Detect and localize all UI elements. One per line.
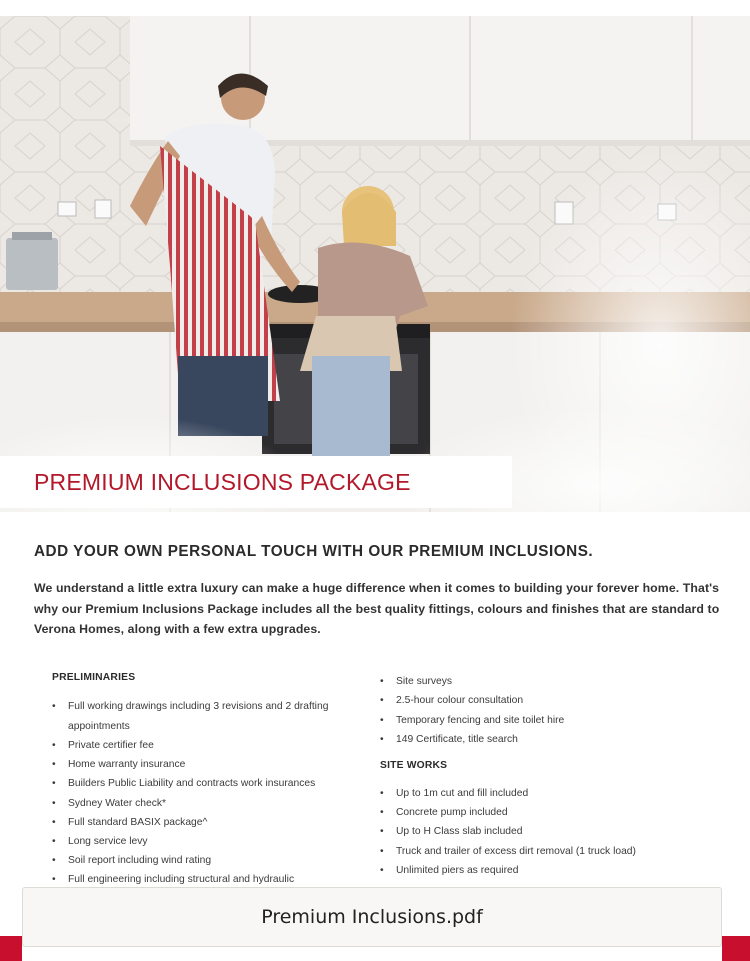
- list-item: • Full engineering including structural and hydraulic: [52, 870, 362, 889]
- list-item: • Home warranty insurance: [52, 755, 362, 774]
- list-item: • Builders Public Liability and contracts work insurances: [52, 774, 362, 793]
- list-item: • Temporary fencing and site toilet hire: [380, 711, 725, 730]
- hero-photo-kitchen: [0, 16, 750, 512]
- list-item: • Sydney Water check*: [52, 794, 362, 813]
- list-item: • Soil report including wind rating: [52, 851, 362, 870]
- section-headline: ADD YOUR OWN PERSONAL TOUCH WITH OUR PREMIUM INCLUSIONS.: [34, 543, 594, 560]
- list-item: • Site surveys: [380, 672, 725, 691]
- site-works-heading: SITE WORKS: [380, 759, 448, 771]
- title-band: [0, 456, 512, 508]
- list-item: • 2.5-hour colour consultation: [380, 691, 725, 710]
- kitchen-illustration: [0, 16, 750, 512]
- site-works-list: [380, 784, 725, 881]
- list-item: • Concrete pump included: [380, 803, 725, 822]
- list-item: • Full standard BASIX package^: [52, 813, 362, 832]
- preliminaries-column: [52, 672, 362, 890]
- preliminaries-heading: PRELIMINARIES: [52, 672, 136, 683]
- file-name-bar[interactable]: [22, 887, 722, 947]
- list-item: • 149 Certificate, title search: [380, 730, 725, 749]
- preliminaries-list: [52, 697, 362, 890]
- intro-paragraph: We understand a little extra luxury can make a huge difference when it comes to building your forever home. That's why our Premium Inclusions Package includes all the best quality fittings, colours and finishes that are standard to Verona Homes, along with a few extra upgrades.: [34, 581, 720, 636]
- list-item: • Unlimited piers as required: [380, 861, 725, 880]
- site-column: [380, 672, 725, 881]
- list-item: • Full working drawings including 3 revisions and 2 drafting appointments: [52, 697, 362, 736]
- list-item: • Private certifier fee: [52, 736, 362, 755]
- preliminaries-continued-list: [380, 672, 725, 750]
- page-title: PREMIUM INCLUSIONS PACKAGE: [34, 469, 411, 495]
- list-item: • Up to H Class slab included: [380, 822, 725, 841]
- file-name[interactable]: Premium Inclusions.pdf: [261, 906, 483, 928]
- list-item: • Long service levy: [52, 832, 362, 851]
- list-item: • Truck and trailer of excess dirt removal (1 truck load): [380, 842, 725, 861]
- list-item: • Up to 1m cut and fill included: [380, 784, 725, 803]
- page-top-margin: [0, 0, 750, 16]
